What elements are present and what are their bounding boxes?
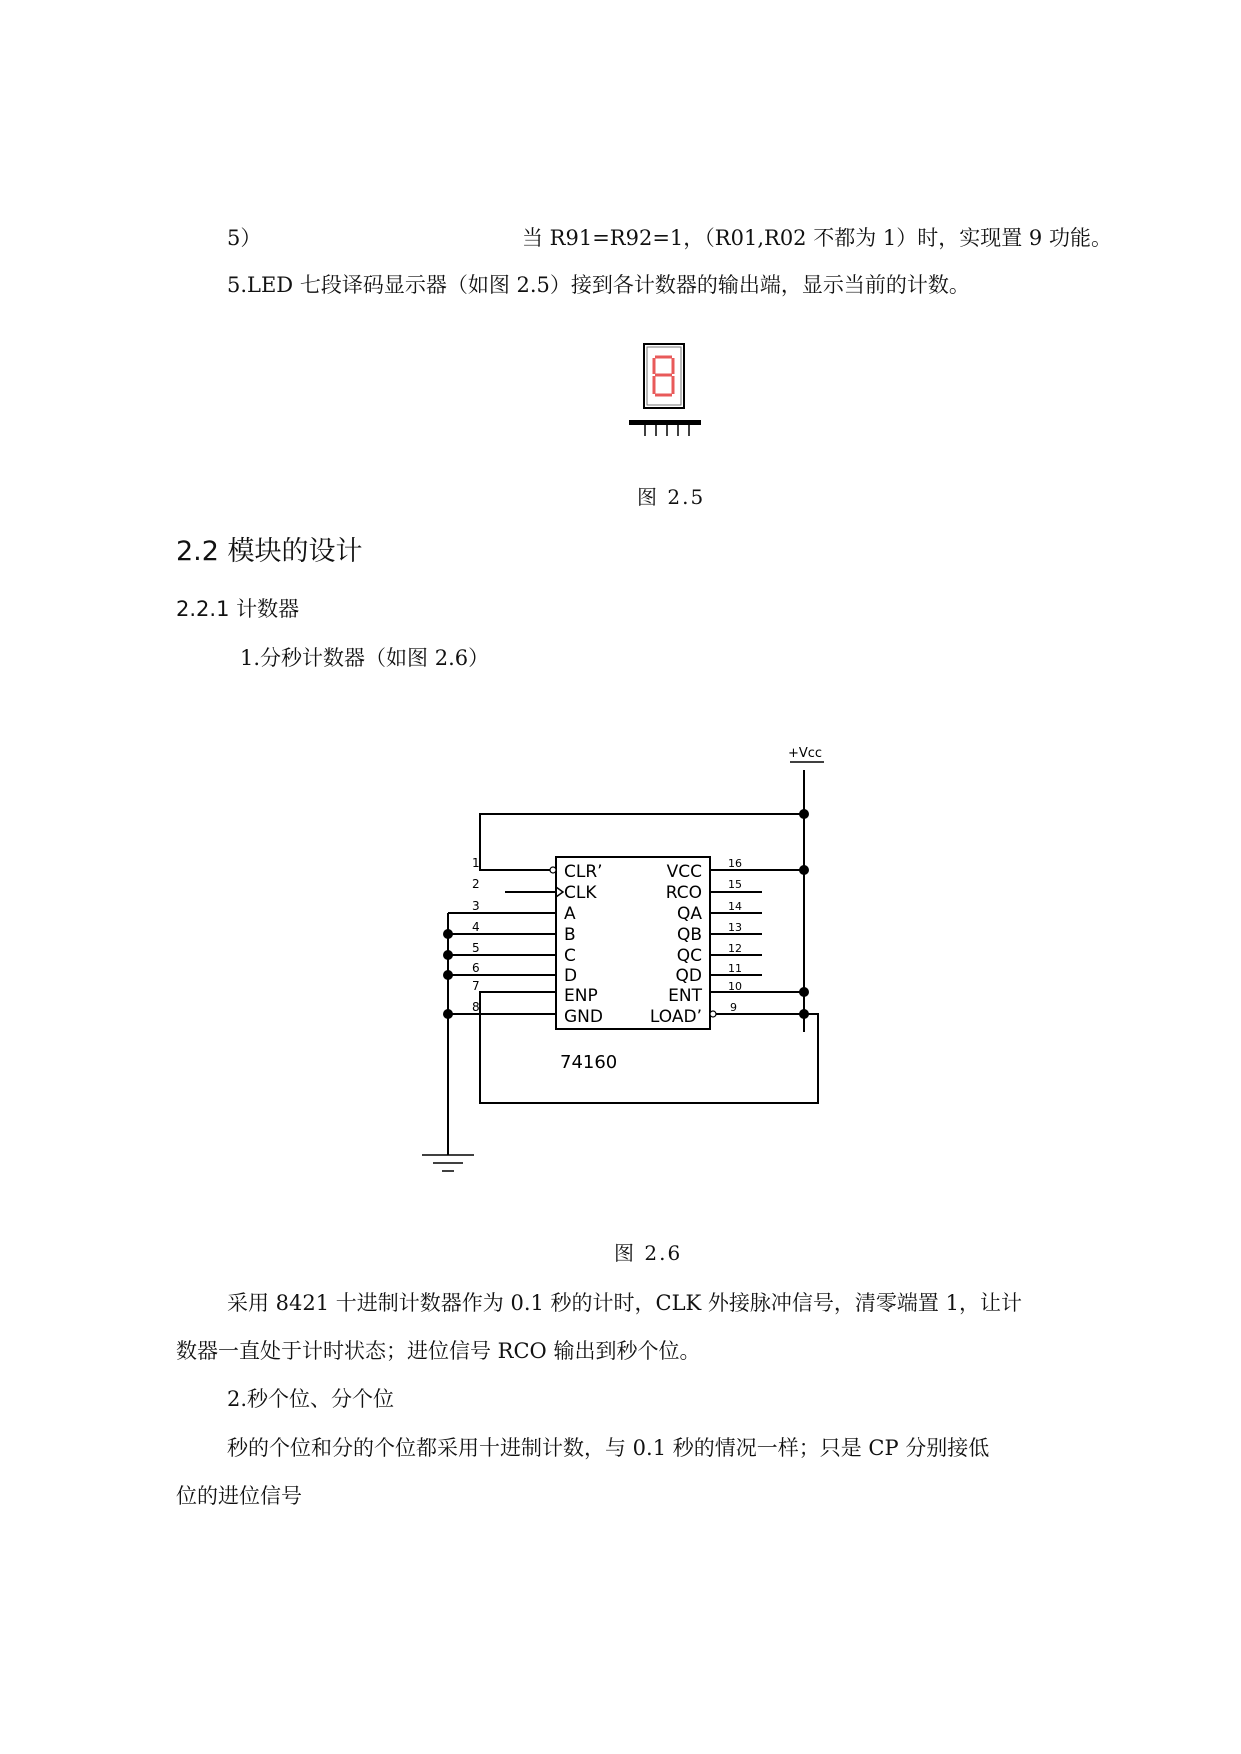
pin-name: VCC bbox=[666, 862, 702, 882]
pin-number: 3 bbox=[472, 899, 480, 913]
figure-2-5-seven-segment bbox=[625, 340, 705, 440]
subsection-title: 2.2.1 计数器 bbox=[176, 597, 300, 621]
pin-name: LOAD’ bbox=[649, 1007, 702, 1027]
section-title: 2.2 模块的设计 bbox=[176, 536, 363, 567]
pin-number: 1 bbox=[472, 856, 480, 870]
pin-name: ENP bbox=[564, 986, 598, 1006]
pin-number: 4 bbox=[472, 920, 480, 934]
pin-number: 10 bbox=[728, 980, 742, 993]
paragraph-1-line-2: 数器一直处于计时状态；进位信号 RCO 输出到秒个位。 bbox=[176, 1339, 701, 1363]
pin-number: 14 bbox=[728, 900, 742, 913]
pin-number: 7 bbox=[472, 979, 480, 993]
paragraph-2-line-1: 秒的个位和分的个位都采用十进制计数，与 0.1 秒的情况一样；只是 CP 分别接低 bbox=[227, 1436, 990, 1460]
pin-name: D bbox=[564, 966, 578, 986]
list-item-1: 1.分秒计数器（如图 2.6） bbox=[240, 646, 490, 670]
pin-number: 15 bbox=[728, 878, 742, 891]
paragraph-2-line-2: 位的进位信号 bbox=[176, 1484, 302, 1508]
pin-number: 11 bbox=[728, 962, 742, 975]
list-item-5-text: 当 R91=R92=1，（R01,R02 不都为 1）时，实现置 9 功能。 bbox=[522, 226, 1112, 250]
figure-2-6-caption: 图 2.6 bbox=[614, 1241, 683, 1265]
pin-name: QC bbox=[676, 946, 702, 966]
pin-number: 6 bbox=[472, 961, 480, 975]
pin-number: 13 bbox=[728, 921, 742, 934]
chip-name: 74160 bbox=[560, 1052, 618, 1073]
paragraph-1-line-1: 采用 8421 十进制计数器作为 0.1 秒的计时，CLK 外接脉冲信号，清零端置 1，让计 bbox=[227, 1291, 1022, 1315]
pin-name: GND bbox=[564, 1007, 603, 1027]
pin-number: 16 bbox=[728, 857, 742, 870]
pin-name: CLR’ bbox=[564, 862, 603, 882]
pin-number: 12 bbox=[728, 942, 742, 955]
pin-name: RCO bbox=[665, 883, 702, 903]
pin-name: C bbox=[564, 946, 576, 966]
ground-symbol bbox=[422, 1155, 474, 1171]
list-item-5-number: 5） bbox=[227, 226, 262, 250]
pin-number: 2 bbox=[472, 877, 480, 891]
pin-name: QA bbox=[676, 904, 702, 924]
figure-2-6-schematic bbox=[400, 740, 840, 1210]
list-item-2: 2.秒个位、分个位 bbox=[227, 1387, 395, 1411]
led-display-paragraph: 5.LED 七段译码显示器（如图 2.5）接到各计数器的输出端，显示当前的计数。 bbox=[227, 273, 970, 297]
pin-number: 9 bbox=[730, 1001, 737, 1014]
pin-name: QD bbox=[675, 966, 702, 986]
pin-name: CLK bbox=[564, 883, 597, 903]
right-pin-numbers bbox=[728, 857, 742, 1014]
figure-2-5-caption: 图 2.5 bbox=[637, 485, 706, 509]
pin-name: ENT bbox=[668, 986, 702, 1006]
pin-number: 8 bbox=[472, 1000, 480, 1014]
load-inversion-bubble bbox=[710, 1011, 716, 1017]
pin-number: 5 bbox=[472, 941, 480, 955]
vcc-label: +Vcc bbox=[787, 746, 823, 761]
pin-name: QB bbox=[676, 925, 702, 945]
pin-name: B bbox=[564, 925, 576, 945]
display-base bbox=[629, 420, 701, 425]
clr-inversion-bubble bbox=[550, 867, 556, 873]
pin-name: A bbox=[564, 904, 576, 924]
